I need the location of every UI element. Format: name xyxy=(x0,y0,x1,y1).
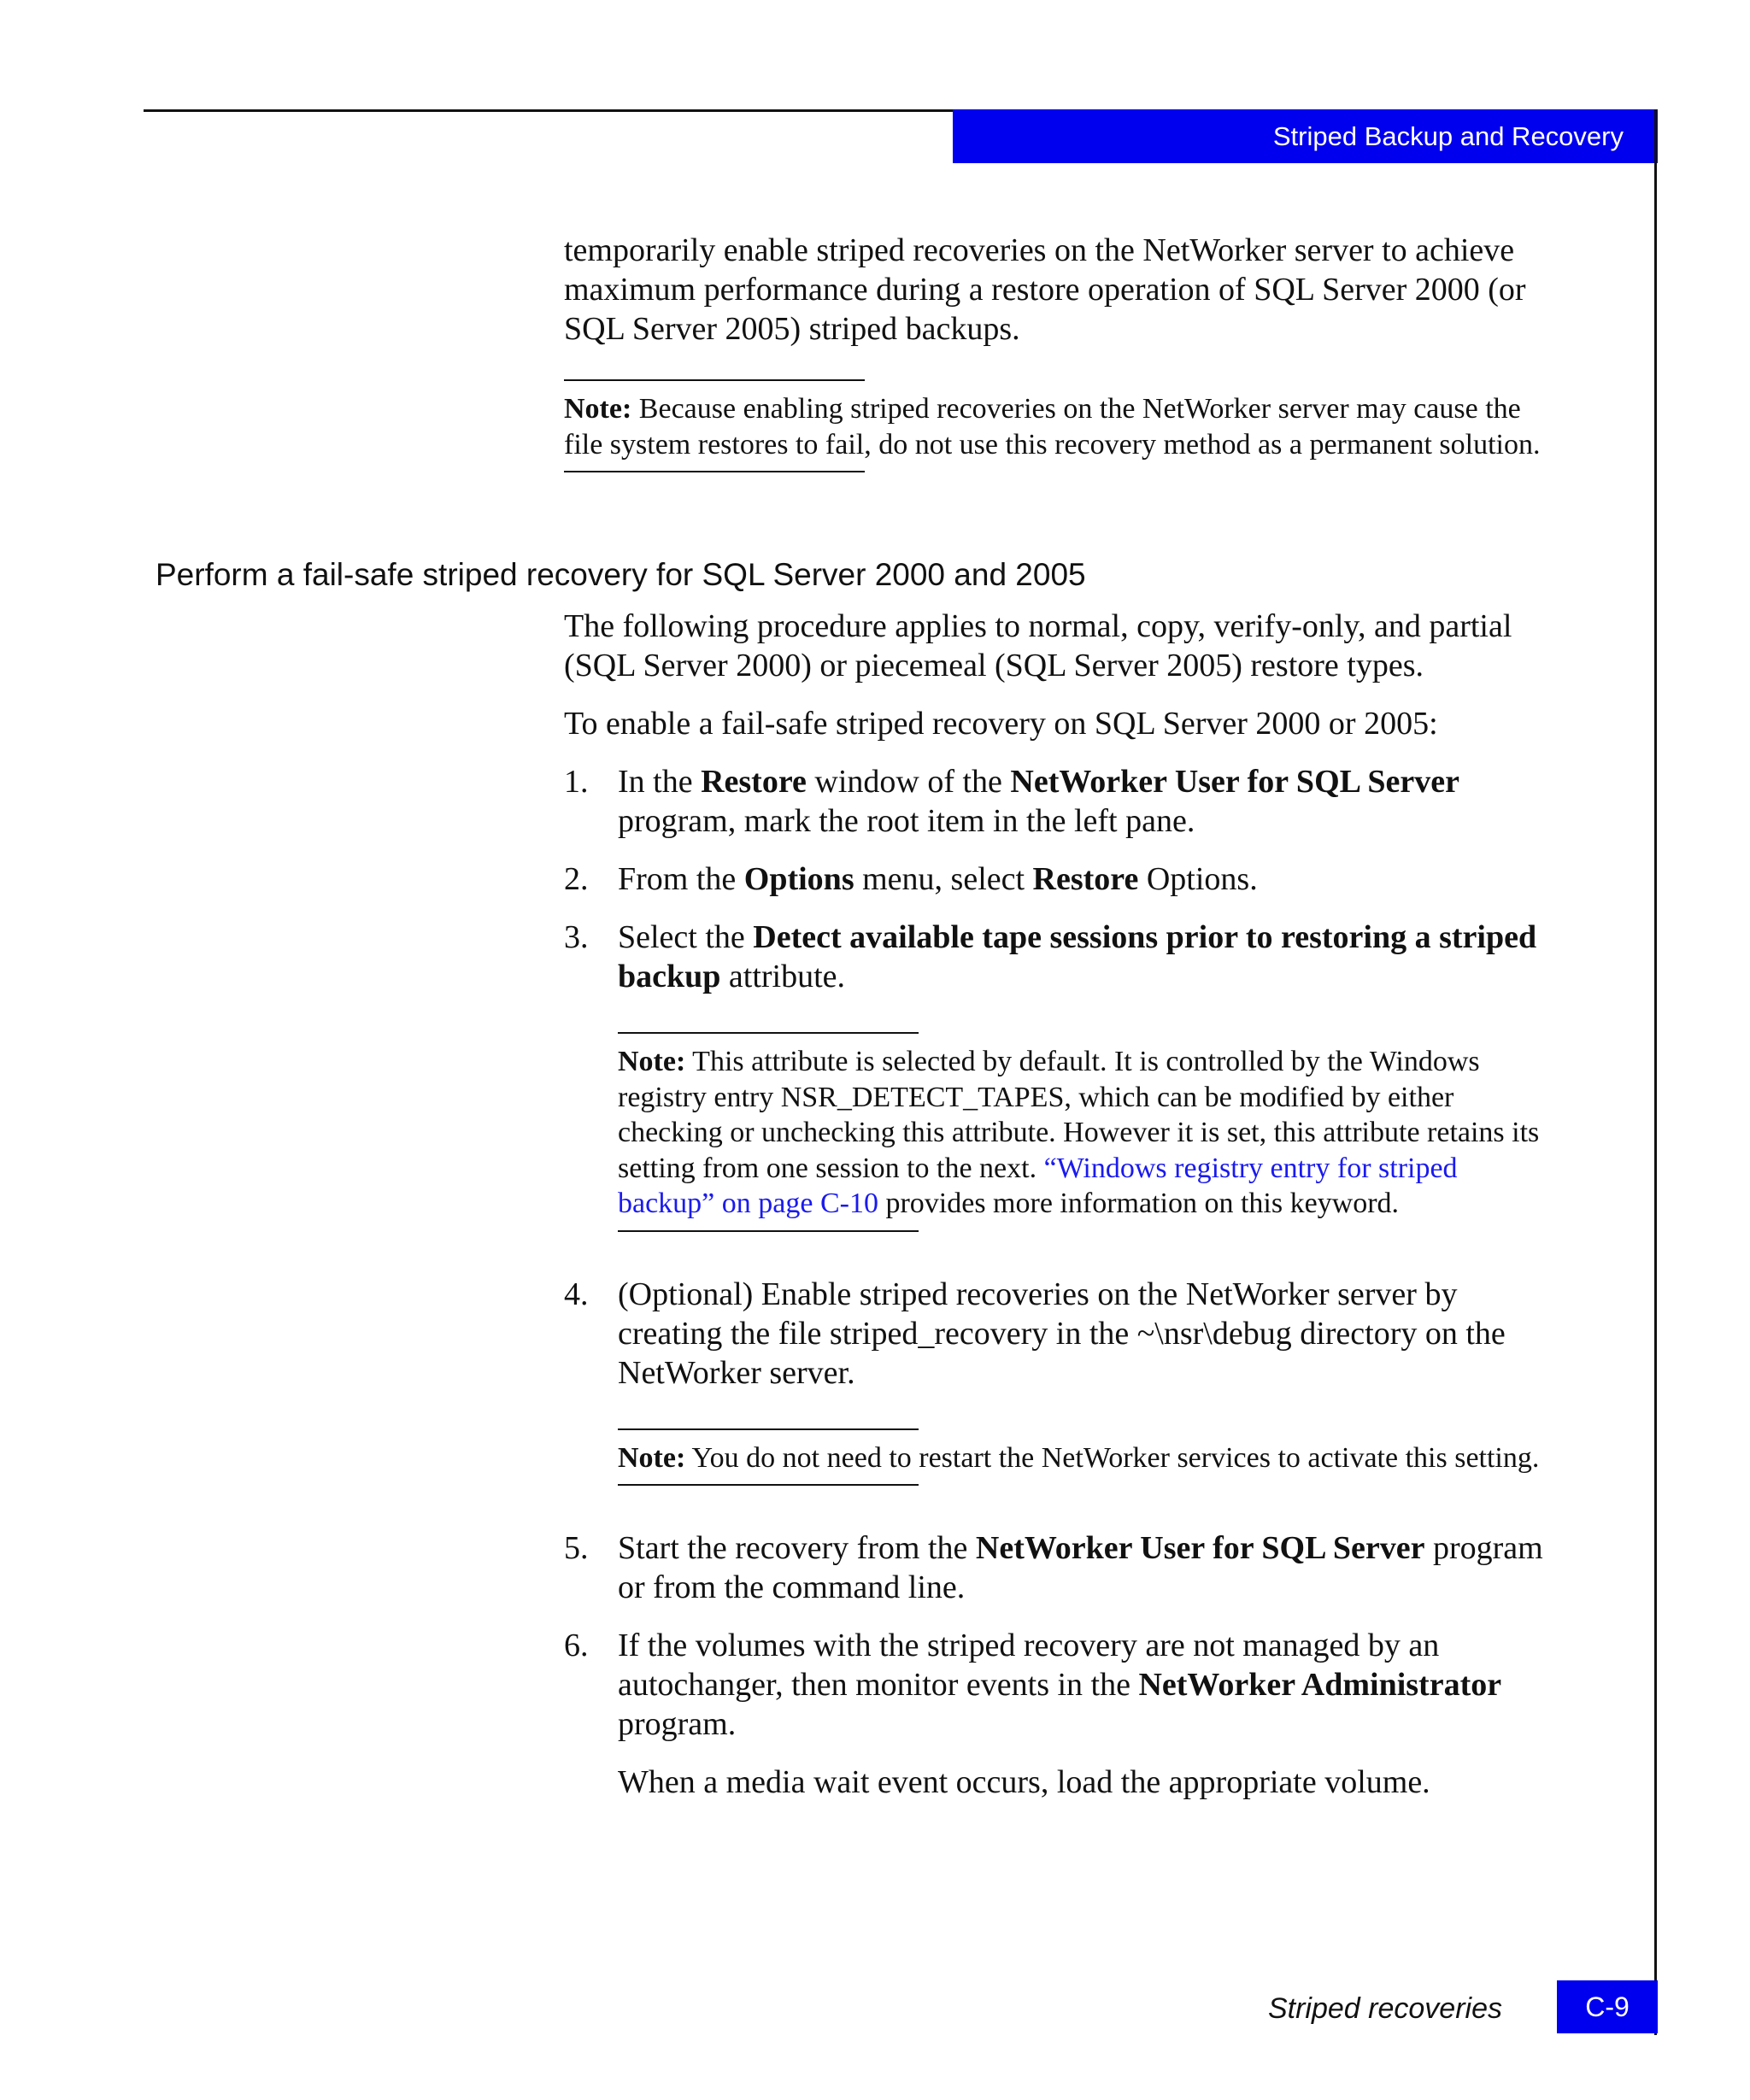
intro-note xyxy=(564,379,1547,472)
step-4: 4. (Optional) Enable striped recoveries on the NetWorker server by creating the file striped_recovery in the ~\nsr\debug directory on the NetWorker server. Note: You do not need to restart the NetWorker services to activate this setting. xyxy=(564,1275,1555,1487)
note-label: Note: xyxy=(618,1046,686,1077)
note-rule-bottom xyxy=(618,1230,919,1232)
note-label: Note: xyxy=(564,393,632,425)
section-heading: Perform a fail-safe striped recovery for SQL Server 2000 and 2005 xyxy=(156,557,1086,592)
procedure-lead-in: To enable a fail-safe striped recovery on SQL Server 2000 or 2005: xyxy=(564,706,1438,742)
chapter-title: Striped Backup and Recovery xyxy=(1272,120,1624,151)
page-number: C-9 xyxy=(1557,1980,1658,2033)
note-rule-top xyxy=(564,379,865,381)
step-3: 3. Select the Detect available tape sessions prior to restoring a striped backup attribute. Note: This attribute is selected by default. It is controlled by the Windows registry entry NSR_DETECT_TAPES, which can be modified by either checking or unchecking this attribute. However it is set, this attribute retains its setting from one session to the next. “Windows registry entry for striped backup” on page C-10 provides more information on this keyword. xyxy=(564,918,1555,1232)
step-3-note xyxy=(618,1032,1558,1232)
intro-paragraph: temporarily enable striped recoveries on the NetWorker server to achieve maximum performance during a restore operation of SQL Server 2000 (or SQL Server 2005) striped backups. xyxy=(564,232,1526,347)
steps-list xyxy=(564,762,1555,1802)
note-rule-bottom xyxy=(618,1484,919,1486)
note-rule-top xyxy=(618,1032,919,1034)
note-text: Note: This attribute is selected by default. It is controlled by the Windows registry entry NSR_DETECT_TAPES, which can be modified by either checking or unchecking this attribute. However it is set, this attribute retains its setting from one session to the next. “Windows registry entry for striped backup” on page C-10 provides more information on this keyword. xyxy=(618,1046,1540,1219)
header-rule xyxy=(144,109,953,112)
note-label: Note: xyxy=(618,1441,686,1474)
procedure-intro: The following procedure applies to normal, copy, verify-only, and partial (SQL Server 2000) or piecemeal (SQL Server 2005) restore types. xyxy=(564,608,1512,683)
step-2: 2. From the Options menu, select Restore Options. xyxy=(564,861,1258,897)
cross-reference-link[interactable]: “Windows registry entry for striped backup” on page C-10 xyxy=(618,1152,1458,1219)
footer-section-title: Striped recoveries xyxy=(1267,1992,1502,2025)
step-6: 6. If the volumes with the striped recovery are not managed by an autochanger, then monitor events in the NetWorker Administrator program. When a media wait event occurs, load the appropriate volume. xyxy=(564,1626,1555,1802)
note-text: Note: You do not need to restart the NetWorker services to activate this setting. xyxy=(618,1441,1540,1474)
note-text: Note: Because enabling striped recoveries on the NetWorker server may cause the file system restores to fail, do not use this recovery method as a permanent solution. xyxy=(564,393,1541,460)
step-1: 1. In the Restore window of the NetWorker User for SQL Server program, mark the root item in the left pane. xyxy=(564,764,1459,839)
note-rule-top xyxy=(618,1428,919,1430)
header-band xyxy=(953,109,1658,163)
step-4-note xyxy=(618,1428,1558,1487)
right-margin-rule xyxy=(1654,109,1657,2035)
intro-block xyxy=(564,231,1555,472)
note-rule-bottom xyxy=(564,471,865,472)
procedure-block xyxy=(564,607,1555,1821)
step-6-followup: When a media wait event occurs, load the appropriate volume. xyxy=(618,1764,1430,1800)
step-5: 5. Start the recovery from the NetWorker User for SQL Server program or from the command line. xyxy=(564,1530,1543,1605)
